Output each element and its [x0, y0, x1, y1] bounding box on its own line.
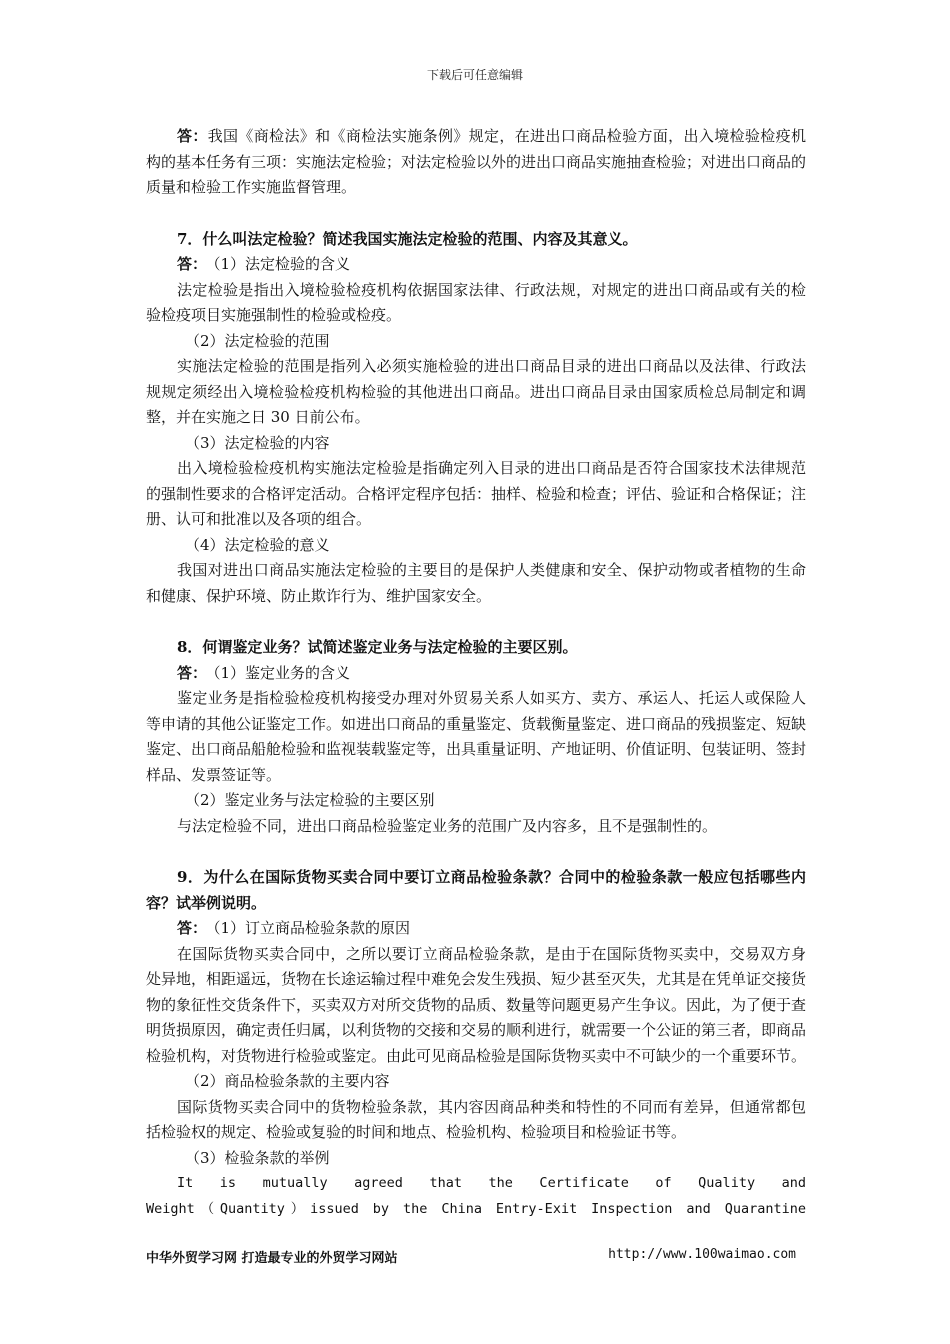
q8-s1-head: （1）鉴定业务的含义	[213, 663, 351, 682]
q8-s2-text: 与法定检验不同，进出口商品检验鉴定业务的范围广及内容多，且不是强制性的。	[177, 816, 718, 835]
answer-label: 答：	[177, 919, 208, 937]
q7-answer-line	[146, 252, 806, 278]
q8-answer-line	[146, 661, 806, 687]
intro-text: 我国《商检法》和《商检法实施条例》规定，在进出口商品检验方面，出入境检验检疫机构的基本任务有三项：实施法定检验；对法定检验以外的进出口商品实施抽查检验；对进出口商品的质量和检验工作实施监督管理。	[146, 127, 807, 196]
answer-label: 答：	[177, 663, 208, 682]
q9-s3-head: （3）检验条款的举例	[185, 1148, 330, 1167]
q9-s2-text: 国际货物买卖合同中的货物检验条款，其内容因商品种类和特性的不同而有差异，但通常都包括检验权的规定、检验或复验的时间和地点、检验机构、检验项目和检验证书等。	[146, 1097, 806, 1141]
q9-example-line-2: Weight（Quantity）issued by the China Entry-Exit Inspection and Quarantine	[146, 1200, 806, 1217]
q7-s1-head: （1）法定检验的含义	[213, 255, 351, 273]
q9-s2-head: （2）商品检验条款的主要内容	[185, 1072, 390, 1090]
q9-s1-head: （1）订立商品检验条款的原因	[213, 919, 411, 937]
intro-paragraph	[146, 124, 806, 201]
q7-s2-head: （2）法定检验的范围	[185, 331, 330, 350]
q9-title: 9．为什么在国际货物买卖合同中要订立商品检验条款？合同中的检验条款一般应包括哪些内容？试举例说明。	[146, 868, 806, 912]
document-body	[146, 124, 806, 1222]
q7-s4-text: 我国对进出口商品实施法定检验的主要目的是保护人类健康和安全、保护动物或者植物的生命和健康、保护环境、防止欺诈行为、维护国家安全。	[146, 561, 806, 605]
q9-answer-line	[146, 916, 806, 942]
q7-s3-head: （3）法定检验的内容	[185, 433, 330, 452]
q7-s4-head: （4）法定检验的意义	[185, 535, 330, 554]
page-header: 下载后可任意编辑	[426, 68, 523, 82]
q7-s3-text: 出入境检验检疫机构实施法定检验是指确定列入目录的进出口商品是否符合国家技术法律规范的强制性要求的合格评定活动。合格评定程序包括：抽样、检验和检查；评估、验证和合格保证；注册、认可和批准以及各项的组合。	[146, 459, 807, 528]
answer-label: 答：	[177, 255, 208, 273]
q8-s2-head: （2）鉴定业务与法定检验的主要区别	[185, 791, 435, 809]
footer-site-slogan: 中华外贸学习网 打造最专业的外贸学习网站	[146, 1251, 398, 1266]
q8-title: 8．何谓鉴定业务？试简述鉴定业务与法定检验的主要区别。	[177, 638, 578, 656]
q9-example-line-1: It is mutually agreed that the Certificate of Quality and	[177, 1175, 806, 1191]
q7-s1-text: 法定检验是指出入境检验检疫机构依据国家法律、行政法规，对规定的进出口商品或有关的检验检疫项目实施强制性的检验或检疫。	[146, 280, 806, 324]
answer-label: 答：	[177, 127, 208, 145]
q7-title: 7．什么叫法定检验？简述我国实施法定检验的范围、内容及其意义。	[177, 229, 638, 248]
q9-s1-text: 在国际货物买卖合同中，之所以要订立商品检验条款，是由于在国际货物买卖中，交易双方身处异地，相距遥远，货物在长途运输过程中难免会发生残损、短少甚至灭失，尤其是在凭单证交接货物的象征性交货条件下，买卖双方对所交货物的品质、数量等问题更易产生争议。因此，为了便于查明货损原因，确定责任归属，以利货物的交接和交易的顺利进行，就需要一个公证的第三者，即商品检验机构，对货物进行检验或鉴定。由此可见商品检验是国际货物买卖中不可缺少的一个重要环节。	[146, 944, 807, 1065]
q8-s1-text: 鉴定业务是指检验检疫机构接受办理对外贸易关系人如买方、卖方、承运人、托运人或保险人等申请的其他公证鉴定工作。如进出口商品的重量鉴定、货载衡量鉴定、进口商品的残损鉴定、短缺鉴定、出口商品船舱检验和监视装载鉴定等，出具重量证明、产地证明、价值证明、包装证明、签封样品、发票签证等。	[146, 689, 807, 784]
footer-url-link[interactable]: http://www.100waimao.com	[608, 1247, 796, 1262]
q7-s2-text: 实施法定检验的范围是指列入必须实施检验的进出口商品目录的进出口商品以及法律、行政法规规定须经出入境检验检疫机构检验的其他进出口商品。进出口商品目录由国家质检总局制定和调整，并在实施之日 30 日前公布。	[146, 357, 806, 426]
